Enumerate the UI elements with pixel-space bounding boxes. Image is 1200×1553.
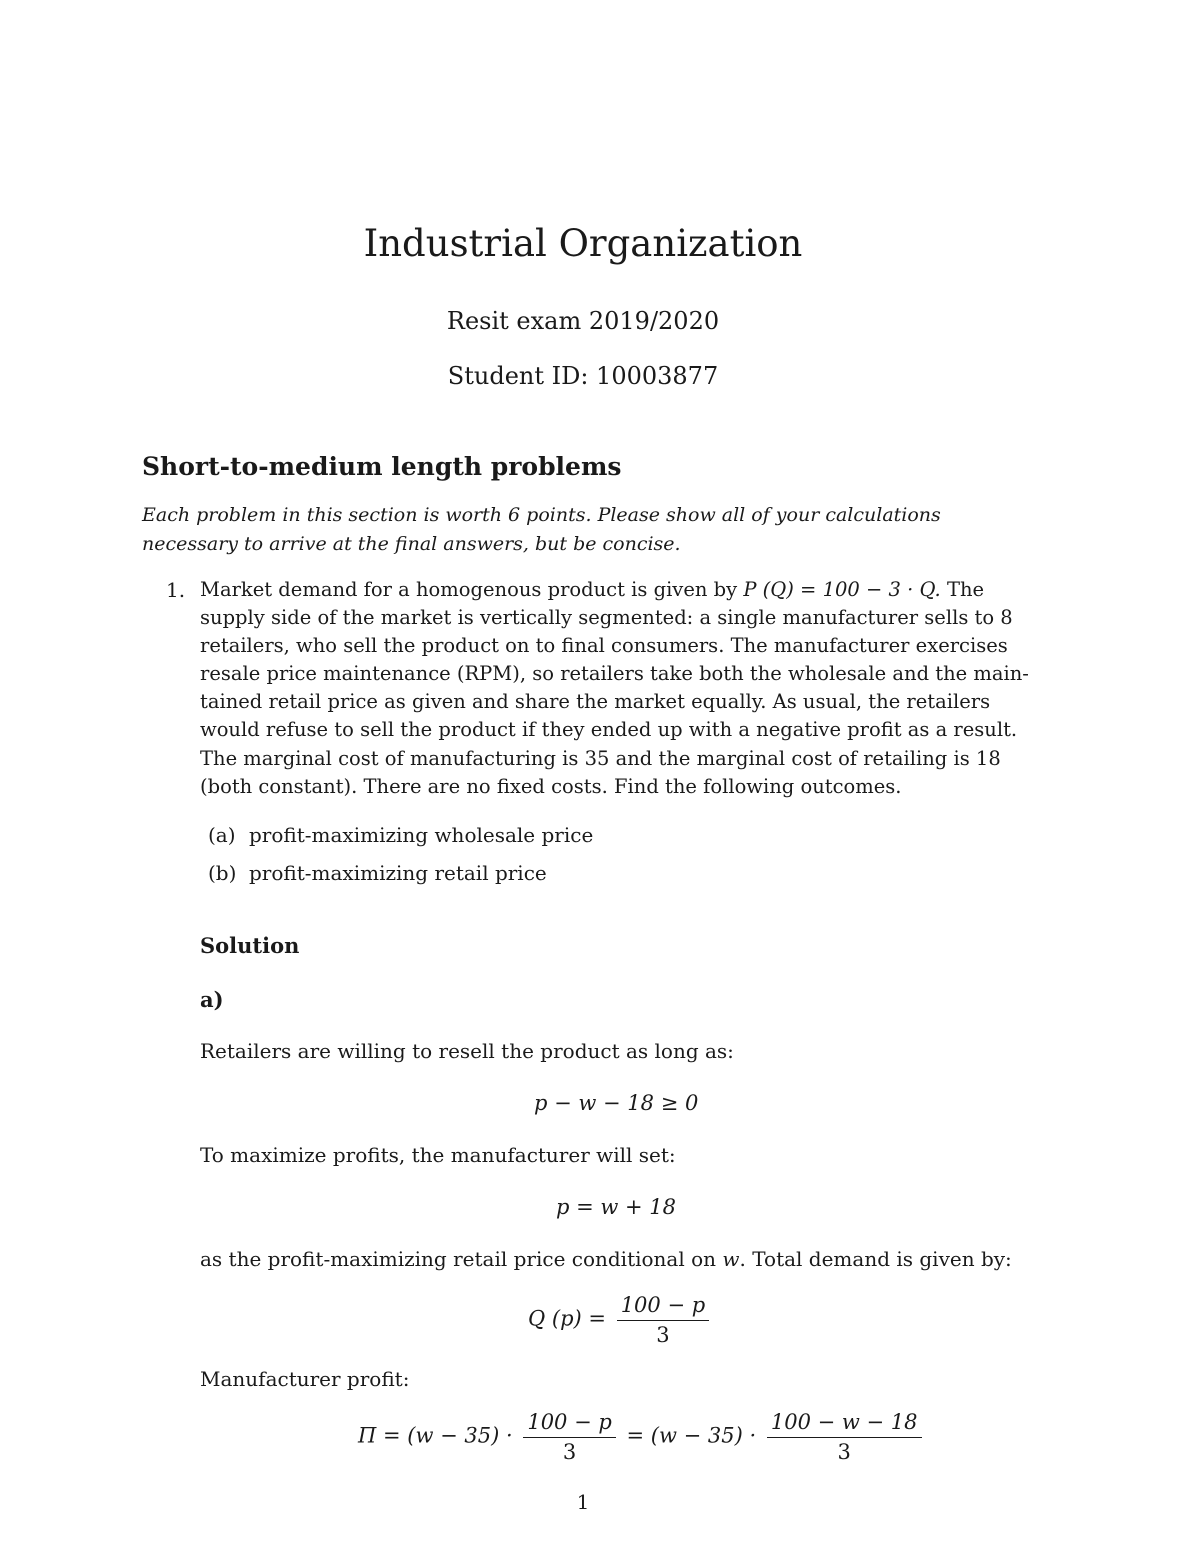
equation-4-numerator-1: 100 − p (523, 1410, 615, 1438)
demand-formula: P (Q) = 100 − 3 · Q. (743, 578, 941, 601)
equation-3-numerator: 100 − p (617, 1293, 709, 1321)
student-id: Student ID: 10003877 (447, 362, 719, 390)
variable-w: w (722, 1247, 740, 1271)
exam-subtitle: Resit exam 2019/2020 (446, 307, 720, 335)
section-heading: Short-to-medium length problems (142, 452, 622, 481)
solution-text-3-end: . Total demand is given by: (739, 1247, 1012, 1271)
problem-line: supply side of the market is vertically segmented: a single manufacturer sells to 8 (200, 606, 1013, 629)
equation-4-denominator-2: 3 (837, 1440, 851, 1464)
equation-3-fraction (617, 1293, 709, 1347)
solution-text-3 (200, 1247, 1012, 1271)
problem-line: (both constant). There are no fixed costs. Find the following outcomes. (200, 775, 902, 798)
section-intro-line-2: necessary to arrive at the final answers, but be concise. (142, 533, 681, 555)
equation-1: p − w − 18 ≥ 0 (534, 1091, 699, 1115)
equation-3-lhs: Q (p) = (528, 1306, 606, 1331)
equation-4-fraction-1 (523, 1410, 615, 1464)
problem-line: tained retail price as given and share the market equally. As usual, the retailers (200, 690, 991, 713)
solution-heading: Solution (200, 933, 300, 958)
problem-line-1 (200, 578, 984, 601)
problem-line: would refuse to sell the product if they ended up with a negative profit as a result. (200, 718, 1018, 741)
equation-4-fraction-2 (767, 1410, 922, 1464)
document-title: Industrial Organization (363, 222, 803, 265)
equation-4-numerator-2: 100 − w − 18 (767, 1410, 922, 1438)
page-number: 1 (576, 1490, 590, 1514)
equation-3 (528, 1293, 713, 1347)
solution-text-2: To maximize profits, the manufacturer will set: (200, 1143, 676, 1167)
solution-part-a: a) (200, 987, 224, 1012)
equation-4-lhs: Π = (w − 35) · (358, 1423, 513, 1448)
solution-text-1: Retailers are willing to resell the product as long as: (200, 1039, 734, 1063)
item-a-text: profit-maximizing wholesale price (249, 823, 594, 847)
problem-line: retailers, who sell the product on to final consumers. The manufacturer exercises (200, 634, 1008, 657)
problem-line-1-text: Market demand for a homogenous product is given by (200, 578, 744, 601)
problem-number: 1. (166, 578, 186, 602)
section-intro-line-1: Each problem in this section is worth 6 points. Please show all of your calculations (142, 504, 941, 526)
problem-line-1-end: The (940, 578, 985, 601)
problem-line: resale price maintenance (RPM), so retailers take both the wholesale and the main- (200, 662, 1029, 685)
item-a-label: (a) (208, 823, 236, 847)
item-b-text: profit-maximizing retail price (249, 861, 547, 885)
equation-2: p = w + 18 (556, 1195, 677, 1219)
solution-text-4: Manufacturer profit: (200, 1367, 410, 1391)
equation-4 (358, 1410, 926, 1464)
equation-4-denominator-1: 3 (562, 1440, 577, 1464)
item-b-label: (b) (208, 861, 237, 885)
problem-line: The marginal cost of manufacturing is 35 and the marginal cost of retailing is 18 (200, 747, 1001, 770)
equation-3-denominator: 3 (656, 1323, 670, 1347)
equation-4-middle: = (w − 35) · (626, 1423, 757, 1448)
solution-text-3-start: as the profit-maximizing retail price conditional on (200, 1247, 723, 1271)
